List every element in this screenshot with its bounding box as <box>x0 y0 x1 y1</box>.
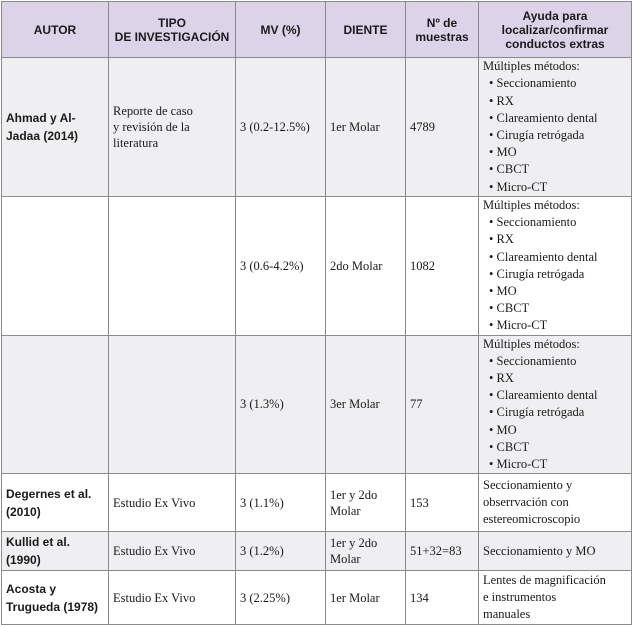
aid-item: • Cirugía retrógada <box>489 266 585 281</box>
aid-item: • CBCT <box>489 439 530 454</box>
header-diente: DIENTE <box>326 2 406 58</box>
type-line: y revisión de la <box>113 120 190 134</box>
type-cell: Estudio Ex Vivo <box>109 532 236 571</box>
tooth-line: Molar <box>330 503 361 518</box>
aid-item: • Seccionamiento <box>489 76 577 91</box>
author-cell <box>2 532 109 571</box>
aid-line: obserrvación con <box>483 495 569 510</box>
mv-cell: 3 (0.6-4.2%) <box>236 197 326 336</box>
tooth-cell <box>326 532 406 571</box>
samples-cell: 134 <box>406 571 479 625</box>
table-row <box>2 335 632 474</box>
header-autor: AUTOR <box>2 2 109 58</box>
aid-item: • Micro-CT <box>489 318 548 333</box>
header-line: DE INVESTIGACIÓN <box>114 29 230 44</box>
table-row <box>2 532 632 571</box>
author-cell <box>2 571 109 625</box>
author-cell <box>2 197 109 336</box>
aid-title: Múltiples métodos: <box>483 59 580 74</box>
aid-line: manuales <box>483 607 531 622</box>
aid-item: • RX <box>489 232 514 247</box>
type-cell: Estudio Ex Vivo <box>109 571 236 625</box>
aid-title: Múltiples métodos: <box>483 336 580 351</box>
aid-item: • Seccionamiento <box>489 353 577 368</box>
tooth-cell: 2do Molar <box>326 197 406 336</box>
research-table <box>1 1 632 625</box>
author-line: Degernes et al. <box>6 486 92 501</box>
tooth-line: 1er y 2do <box>330 487 378 502</box>
table-row <box>2 474 632 532</box>
author-line: Ahmad y Al- <box>6 111 76 125</box>
header-line: TIPO <box>157 15 186 30</box>
samples-cell: 51+32=83 <box>406 532 479 571</box>
aid-cell <box>479 335 632 474</box>
tooth-cell: 1er Molar <box>326 58 406 197</box>
mv-cell: 3 (0.2-12.5%) <box>236 58 326 197</box>
aid-cell <box>479 571 632 625</box>
aid-line: e instrumentos <box>483 590 557 605</box>
mv-cell: 3 (1.3%) <box>236 335 326 474</box>
aid-item: • Clareamiento dental <box>489 249 598 264</box>
header-tipo <box>109 2 236 58</box>
aid-item: • Micro-CT <box>489 457 548 472</box>
author-line: Trugueda (1978) <box>6 599 99 614</box>
tooth-cell: 3er Molar <box>326 335 406 474</box>
type-line: Reporte de caso <box>113 104 193 118</box>
aid-item: • RX <box>489 371 514 386</box>
aid-item: • MO <box>489 422 517 437</box>
type-cell <box>109 58 236 197</box>
header-ayuda <box>479 2 632 58</box>
header-line: localizar/confirmar <box>501 22 609 37</box>
type-line: literatura <box>113 136 159 150</box>
author-line: Kullid et al. <box>6 535 71 550</box>
header-mv: MV (%) <box>236 2 326 58</box>
author-line: (2010) <box>6 504 41 519</box>
aid-item: • RX <box>489 93 514 108</box>
table-header <box>2 2 632 58</box>
aid-line: Seccionamiento y <box>483 477 573 492</box>
author-line: Acosta y <box>6 581 57 596</box>
aid-cell <box>479 58 632 197</box>
samples-cell: 1082 <box>406 197 479 336</box>
aid-item: • Cirugía retrógada <box>489 405 585 420</box>
aid-item: • Clareamiento dental <box>489 110 598 125</box>
table-row <box>2 571 632 625</box>
aid-item: • Clareamiento dental <box>489 388 598 403</box>
author-line: Jadaa (2014) <box>6 129 79 143</box>
header-line: muestras <box>415 29 469 44</box>
aid-item: • Cirugía retrógada <box>489 128 585 142</box>
table-row <box>2 197 632 336</box>
aid-item: • MO <box>489 284 517 299</box>
author-cell <box>2 335 109 474</box>
aid-line: estereomicroscopio <box>483 512 581 527</box>
samples-cell: 77 <box>406 335 479 474</box>
aid-cell <box>479 474 632 532</box>
aid-item: • MO <box>489 145 517 160</box>
aid-item: • CBCT <box>489 162 530 177</box>
tooth-line: 1er y 2do <box>330 536 378 551</box>
header-line: Nº de <box>426 15 458 30</box>
aid-item: • CBCT <box>489 301 530 316</box>
type-cell: Estudio Ex Vivo <box>109 474 236 532</box>
aid-item: • Seccionamiento <box>489 215 577 230</box>
aid-item: • Micro-CT <box>489 179 548 194</box>
header-line: Ayuda para <box>522 8 588 23</box>
header-line: conductos extras <box>505 36 605 51</box>
mv-cell: 3 (2.25%) <box>236 571 326 625</box>
type-cell <box>109 197 236 336</box>
aid-cell <box>479 197 632 336</box>
author-line: (1990) <box>6 553 41 568</box>
tooth-cell <box>326 474 406 532</box>
aid-line: Lentes de magnificación <box>483 572 606 587</box>
mv-cell: 3 (1.2%) <box>236 532 326 571</box>
tooth-cell: 1er Molar <box>326 571 406 625</box>
mv-cell: 3 (1.1%) <box>236 474 326 532</box>
table-row <box>2 58 632 197</box>
author-cell <box>2 474 109 532</box>
tooth-line: Molar <box>330 552 361 567</box>
type-cell <box>109 335 236 474</box>
header-muestras <box>406 2 479 58</box>
samples-cell: 153 <box>406 474 479 532</box>
aid-cell: Seccionamiento y MO <box>479 532 632 571</box>
aid-title: Múltiples métodos: <box>483 198 580 212</box>
author-cell <box>2 58 109 197</box>
samples-cell: 4789 <box>406 58 479 197</box>
